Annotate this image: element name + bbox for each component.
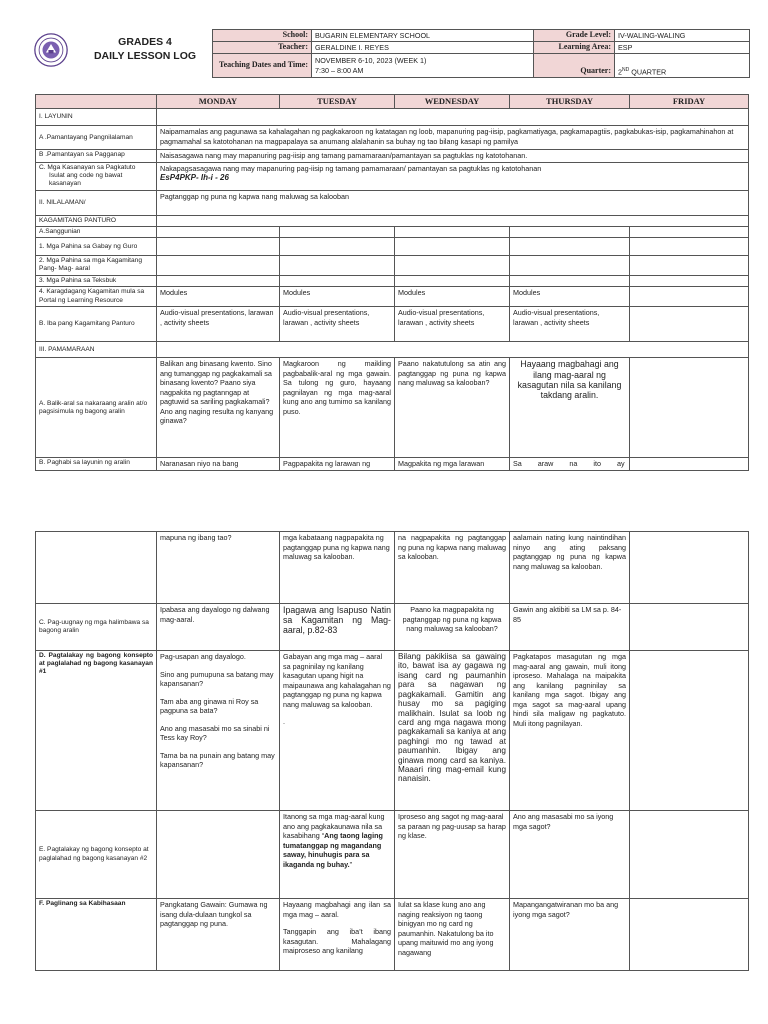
paglinang-tuesday <box>280 899 395 971</box>
e-tue-saying: Ang taong laging tumatanggap ng magandang saway, hinuhugis para sa ikaganda ng buhay. <box>283 831 383 869</box>
teacher-label: Teacher: <box>213 42 312 54</box>
kagamitang-panturo-label: KAGAMITANG PANTURO <box>36 215 157 226</box>
gabay-label: 1. Mga Pahina sa Gabay ng Guro <box>36 238 157 256</box>
paghabi-monday-end: mapuna ng ibang tao? <box>157 532 280 604</box>
paglinang-label: F. Paglinang sa Kabihasaan <box>36 899 157 971</box>
corner-cell <box>36 95 157 109</box>
area-label: Learning Area: <box>534 42 615 54</box>
modules-tuesday: Modules <box>280 287 395 307</box>
grade-label: Grade Level: <box>534 30 615 42</box>
pamantayan-pagganap-label: B .Pamantayan sa Pagganap <box>36 150 157 163</box>
quarter-label: Quarter: <box>534 54 615 78</box>
kasanayan-sub: Isulat ang code ng bawat kasanayan <box>49 171 123 188</box>
d-tue-text: Gabayan ang mga mag – aaral sa pagninilay ng kanilang kasagutan upang higit na maipaunawa ang kahalagahan ng pagtanggap ng puna ng kapwa nang maluwag sa kalooban. <box>283 652 391 709</box>
modules-thursday: Modules <box>510 287 630 307</box>
pagtalakay-1-monday <box>157 651 280 811</box>
dates-label: Teaching Dates and Time: <box>213 54 312 78</box>
modules-monday: Modules <box>157 287 280 307</box>
day-thursday: THURSDAY <box>510 95 630 109</box>
f-tue-2: Tanggapin ang iba’t ibang kasagutan. Mahalagang maiproseso ang kanilang <box>283 927 391 955</box>
day-wednesday: WEDNESDAY <box>395 95 510 109</box>
pamamaraan-label: III. PAMAMARAAN <box>36 342 157 358</box>
layunin-label: I. LAYUNIN <box>36 109 157 126</box>
pagtalakay-1-thursday: Pagkatapos masagutan ng mga mag-aaral ang gawain, muli itong iproseso. Mahalaga na maipakita ang kanilang pagninilay sa kanilang mga sagot. Ibigay ang mga sagot sa mag-aaral upang hindi sila maligaw ng pagkatuto. Muli itong pagnilayan. <box>510 651 630 811</box>
kasanayan-code: EsP4PKP- Ih-i - 26 <box>160 173 229 183</box>
kasanayan-text: Nakapagsasagawa nang may mapanuring pag-iisip ng tamang pamamaraan/ pamantayan sa pagtuklas ng katotohanan <box>160 163 542 173</box>
paghabi-wednesday-start: Magpakita ng mga larawan <box>395 458 510 471</box>
pag-uugnay-tuesday: Ipagawa ang Isapuso Natin sa Kagamitan ng Mag-aaral, p.82-83 <box>280 604 395 651</box>
school-label: School: <box>213 30 312 42</box>
paglinang-thursday: Mapangangatwiranan mo ba ang iyong mga sagot? <box>510 899 630 971</box>
day-monday: MONDAY <box>157 95 280 109</box>
balik-aral-label: A. Balik-aral sa nakaraang aralin at/o pagsisimula ng bagong aralin <box>36 358 157 458</box>
paghabi-thursday-end: aalamain nating kung naintindihan ninyo ang ating paksang pagtanggap ng puna ng kapwa nang maluwag sa kalooban. <box>510 532 630 604</box>
lesson-table-page1 <box>35 94 749 471</box>
d-mon-4: Ano ang masasabi mo sa sinabi ni Tess kay Roy? <box>160 723 270 742</box>
paghabi-label: B. Paghabi sa layunin ng aralin <box>36 458 157 471</box>
d-mon-3: Tam aba ang ginawa ni Roy sa pagpuna sa bata? <box>160 696 259 715</box>
kasanayan-label-cell <box>36 162 157 190</box>
f-tue-1: Hayaang magbahagi ang ilan sa mga mag – aaral. <box>283 900 391 919</box>
dates-value <box>312 54 534 78</box>
paglinang-monday: Pangkatang Gawain: Gumawa ng isang dula-dulaan tungkol sa pagtanggap ng puna. <box>157 899 280 971</box>
quarter-value <box>615 54 750 78</box>
teksbuk-label: 3. Mga Pahina sa Teksbuk <box>36 276 157 287</box>
modules-wednesday: Modules <box>395 287 510 307</box>
nilalaman-text: Pagtanggap ng puna ng kapwa nang maluwag sa kalooban <box>157 190 749 215</box>
e-tue-a: Itanong sa mga mag-aaral kung ano ang pagkakaunawa nila sa kasabihang “ <box>283 812 385 840</box>
d-tue-dot: . <box>283 717 285 726</box>
d-mon-5: Tama ba na punain ang batang may kapansanan? <box>160 750 275 769</box>
iba-label: B. Iba pang Kagamitang Panturo <box>36 307 157 342</box>
pagtalakay-2-tuesday <box>280 811 395 899</box>
area-value: ESP <box>615 42 750 54</box>
kagamitang-pang-label: 2. Mga Pahina sa mga Kagamitang Pang- Mag- aaral <box>36 256 157 276</box>
d-mon-1: Pag-usapan ang dayalogo. <box>160 652 246 661</box>
paghabi-label-cont <box>36 532 157 604</box>
title-grade: GRADES 4 <box>118 36 172 48</box>
paghabi-thursday-start: Sa araw na ito ay <box>510 458 630 471</box>
pagtalakay-2-wednesday: Iproseso ang sagot ng mag-aaral sa paraan ng pag-uusap sa harap ng klase. <box>395 811 510 899</box>
dates-text: NOVEMBER 6-10, 2023 (WEEK 1) <box>315 56 427 65</box>
e-tue-c: ” <box>349 859 352 869</box>
quarter-word: QUARTER <box>631 67 667 77</box>
pagtalakay-1-tuesday <box>280 651 395 811</box>
school-value: BUGARIN ELEMENTARY SCHOOL <box>312 30 534 42</box>
teacher-value: GERALDINE I. REYES <box>312 42 534 54</box>
balik-aral-wednesday: Paano nakatutulong sa atin ang pagtanggap ng puna ng kapwa nang maluwag sa kalooban? <box>395 358 510 458</box>
pag-uugnay-monday: Ipabasa ang dayalogo ng dalwang mag-aaral. <box>157 604 280 651</box>
quarter-sup: ND <box>622 67 630 74</box>
paghabi-tuesday-end: mga kabataang nagpapakita ng pagtanggap puna ng kapwa nang maluwag sa kalooban. <box>280 532 395 604</box>
header-table <box>212 29 750 78</box>
balik-aral-tuesday: Magkaroon ng maikling pagbabalik-aral ng mga gawain. Sa tulong ng guro, hayaang pagnilayan ng mga mag-aaral kung ano ang tumimo sa kanilang puso. <box>280 358 395 458</box>
iba-thursday: Audio-visual presentations, larawan , activity sheets <box>510 307 630 342</box>
lesson-table-page2 <box>35 531 749 971</box>
pagtalakay-1-wednesday: Bilang pakikiisa sa gawaing ito, bawat isa ay gagawa ng isang card ng paumanhin para sa nagawan ng pagkakamali. Gamitin ang husay mo sa pagiging malikhain. Isulat sa loob ng card ang mga nagawa mong pagkakamali sa kaniya at ang paghingi mo ng tawad at paumanhin. Ibigay ang ginawa mong card sa kaniya. Maaari ring mag-email kung nanaisin. <box>395 651 510 811</box>
pamantayan-pagganap-text: Naisasagawa nang may mapanuring pag-iisip ang tamang pamamaraan/pamantayan sa pagtuklas ng katotohanan. <box>157 150 749 163</box>
time-text: 7:30 – 8:00 AM <box>315 65 364 75</box>
balik-aral-thursday: Hayaang magbahagi ang ilang mag-aaral ng kasagutan nila sa kanilang takdang aralin. <box>510 358 630 458</box>
deped-seal-logo <box>34 33 68 67</box>
kasanayan-label: C. Mga Kasanayan sa Pagkatuto <box>39 163 136 171</box>
pagtalakay-2-label: E. Pagtalakay ng bagong konsepto at paglalahad ng bagong kasanayan #2 <box>36 811 157 899</box>
pamantayang-pangnilalaman-text: Naipamamalas ang pagunawa sa kahalagahan ng pagkakaroon ng katatagan ng loob, mapanuring pag-iisip, pagkamatiyaga, pagkamapagtiis, pagkabukas-isip, pagkamahinahon at pagmamahal sa katotohanan na magpapalaya sa anumang alalahanin sa buhay ng tao bilang kasapi ng pamilya <box>157 126 749 150</box>
grade-value: IV-WALING-WALING <box>615 30 750 42</box>
iba-tuesday: Audio-visual presentations, larawan , activity sheets <box>280 307 395 342</box>
karagdagang-label: 4. Karagdagang Kagamitan mula sa Portal ng Learning Resource <box>36 287 157 307</box>
nilalaman-label: II. NILALAMAN/ <box>36 190 157 215</box>
pagtalakay-1-label: D. Pagtalakay ng bagong konsepto at paglalahad ng bagong kasanayan #1 <box>36 651 157 811</box>
day-tuesday: TUESDAY <box>280 95 395 109</box>
day-friday: FRIDAY <box>630 95 749 109</box>
paghabi-tuesday-start: Pagpapakita ng larawan ng <box>280 458 395 471</box>
page-title <box>80 36 210 63</box>
pamantayang-pangnilalaman-label: A .Pamantayang Pangnilalaman <box>36 126 157 150</box>
title-log: DAILY LESSON LOG <box>93 49 197 62</box>
iba-wednesday: Audio-visual presentations, larawan , activity sheets <box>395 307 510 342</box>
balik-aral-monday: Balikan ang binasang kwento. Sino ang tumanggap ng pagkakamali sa binasang kwento? Paano siya nagpakita ng pagtanngap at pagtuwid sa sariling pagkakamali? Ano ang naging resulta ng kanyang ginawa? <box>157 358 280 458</box>
pag-uugnay-label: C. Pag-uugnay ng mga halimbawa sa bagong aralin <box>36 604 157 651</box>
kasanayan-cell <box>157 162 749 190</box>
paghabi-wednesday-end: na nagpapakita ng pagtanggap ng puna ng kapwa nang maluwag sa kalooban. <box>395 532 510 604</box>
pag-uugnay-wednesday: Paano ka magpapakita ng pagtanggap ng puna ng kapwa nang maluwag sa kalooban? <box>395 604 510 651</box>
paghabi-monday-start: Naranasan niyo na bang <box>157 458 280 471</box>
pag-uugnay-thursday: Gawin ang aktibiti sa LM sa p. 84-85 <box>510 604 630 651</box>
paglinang-wednesday: Iulat sa klase kung ano ang naging reaksiyon ng taong binigyan mo ng card ng paumanhin. Nakatulong ba ito upang maituwid mo ang iyong nagawang <box>395 899 510 971</box>
quarter-num: 2 <box>618 67 622 77</box>
pagtalakay-2-thursday: Ano ang masasabi mo sa iyong mga sagot? <box>510 811 630 899</box>
iba-monday: Audio-visual presentations, larawan , activity sheets <box>157 307 280 342</box>
sanggunian-label: A.Sanggunian <box>36 226 157 237</box>
d-mon-2: Sino ang pumupuna sa batang may kapansanan? <box>160 669 274 688</box>
